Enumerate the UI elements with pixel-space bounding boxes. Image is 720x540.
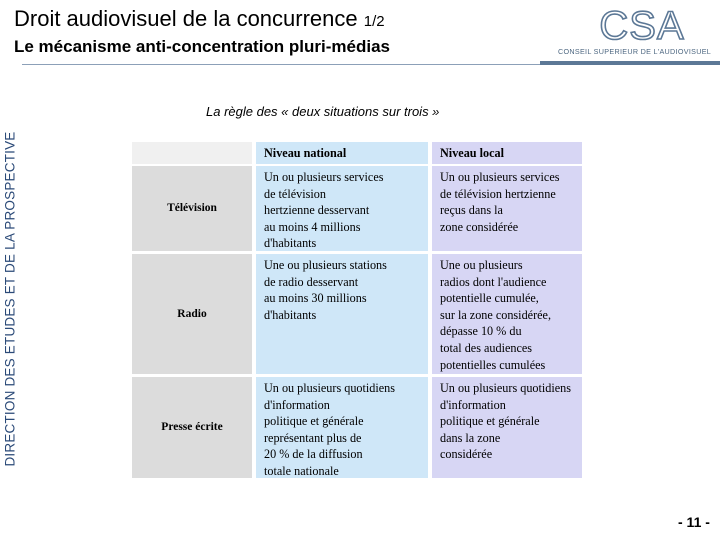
line: politique et générale — [264, 414, 364, 429]
slide-subtitle: Le mécanisme anti-concentration pluri-médias — [14, 37, 390, 56]
header-local: Niveau local — [432, 142, 582, 164]
line: Un ou plusieurs services — [440, 170, 560, 184]
side-band-text: DIRECTION DES ETUDES ET DE LA PROSPECTIVE — [2, 131, 18, 467]
row-label-television: Télévision — [132, 166, 252, 251]
line: dépasse 10 % du — [440, 324, 522, 339]
cell-presse-local — [432, 377, 582, 478]
line: Un ou plusieurs quotidiens — [264, 381, 396, 395]
line: potentielles cumulées — [440, 357, 546, 372]
cell-radio-national — [256, 254, 428, 374]
page-number: - 11 - — [678, 514, 710, 530]
line: représentant plus de — [264, 430, 362, 445]
table-corner — [132, 142, 252, 164]
cell-television-national — [256, 166, 428, 251]
cell-television-local — [432, 166, 582, 251]
line: Un ou plusieurs services — [264, 170, 384, 184]
line: zone considérée — [440, 219, 519, 234]
cell-radio-local — [432, 254, 582, 374]
rules-table — [132, 142, 582, 478]
line: au moins 30 millions — [264, 291, 367, 306]
line: totale nationale — [264, 463, 339, 478]
line: total des audiences — [440, 340, 533, 355]
line: 20 % de la diffusion — [264, 447, 363, 462]
line: Une ou plusieurs stations — [264, 258, 387, 272]
row-label-radio: Radio — [132, 254, 252, 374]
slide-title-text: Droit audiovisuel de la concurrence — [14, 6, 358, 31]
line: considérée — [440, 447, 493, 462]
line: radios dont l'audience — [440, 274, 547, 289]
line: d'information — [440, 397, 506, 412]
csa-logo-caption: CONSEIL SUPERIEUR DE L'AUDIOVISUEL — [558, 47, 712, 56]
header-rule-accent — [540, 61, 720, 65]
line: politique et générale — [440, 414, 540, 429]
line: d'information — [264, 397, 330, 412]
line: de radio desservant — [264, 274, 359, 289]
header-national: Niveau national — [256, 142, 428, 164]
line: de télévision hertzienne — [440, 186, 556, 201]
line: au moins 4 millions — [264, 219, 361, 234]
line: de télévision — [264, 186, 326, 201]
line: hertzienne desservant — [264, 203, 370, 218]
csa-logo-mark: CSA — [599, 4, 685, 46]
line: potentielle cumulée, — [440, 291, 539, 306]
rule-title: La règle des « deux situations sur trois » — [206, 104, 440, 119]
side-band — [0, 74, 20, 524]
row-label-presse: Presse écrite — [132, 377, 252, 478]
line: d'habitants — [264, 307, 317, 322]
line: dans la zone — [440, 430, 501, 445]
line: Un ou plusieurs quotidiens — [440, 381, 572, 395]
csa-logo — [594, 2, 690, 46]
line: reçus dans la — [440, 203, 503, 218]
line: d'habitants — [264, 236, 317, 251]
slide-title-page: 1/2 — [363, 13, 385, 30]
line: sur la zone considérée, — [440, 307, 551, 322]
line: Une ou plusieurs — [440, 258, 523, 272]
slide-title — [14, 6, 385, 32]
cell-presse-national — [256, 377, 428, 478]
